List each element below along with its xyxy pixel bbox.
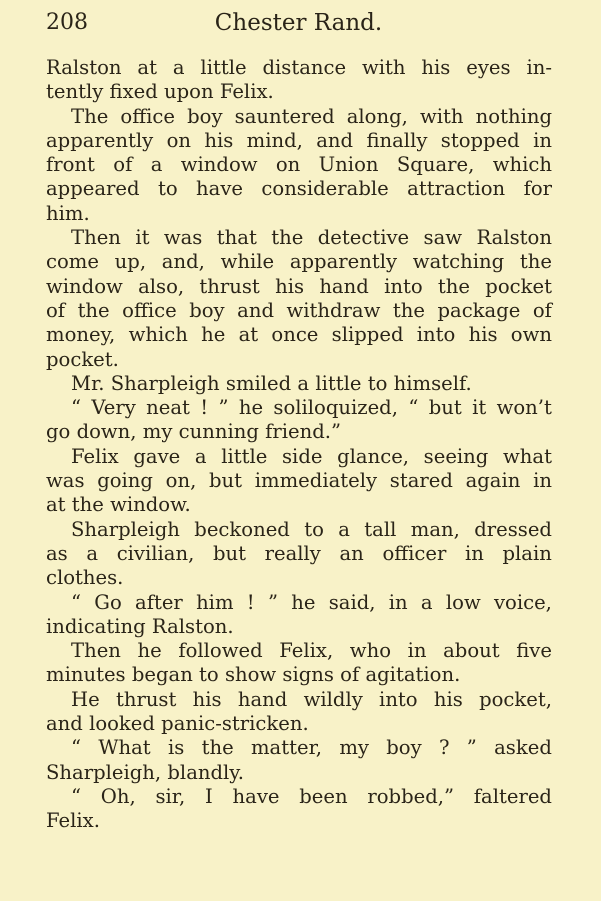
page-number: 208 [46, 10, 88, 35]
text-line: Sharpleigh beckoned to a tall man, dressed [71, 517, 552, 541]
text-line: of the office boy and withdraw the package of [46, 298, 552, 322]
text-line: Felix gave a little side glance, seeing what [71, 444, 552, 468]
text-line: was going on, but immediately stared again in [46, 469, 552, 493]
text-line: as a civilian, but really an officer in plain [46, 541, 552, 565]
page-header [46, 8, 551, 40]
text-line: He thrust his hand wildly into his pocket, [71, 687, 552, 711]
text-line: Ralston at a little distance with his eyes in- [46, 56, 552, 79]
text-line: apparently on his mind, and finally stopped in [46, 128, 552, 152]
text-line: Mr. Sharpleigh smiled a little to himself. [71, 371, 472, 395]
text-line: Then he followed Felix, who in about five [71, 639, 552, 663]
text-line: pocket. [46, 347, 119, 371]
text-line: at the window. [46, 493, 191, 517]
text-line: front of a window on Union Square, which [46, 153, 552, 177]
text-line: “ Go after him ! ” he said, in a low voice, [71, 590, 552, 614]
text-line: money, which he at once slipped into his own [46, 323, 552, 347]
text-line: “ Very neat ! ” he soliloquized, “ but it won’t [71, 396, 552, 420]
text-line: indicating Ralston. [46, 614, 234, 638]
text-line: and looked panic-stricken. [46, 712, 309, 736]
text-line: minutes began to show signs of agitation. [46, 663, 461, 687]
text-line: Then it was that the detective saw Ralston [71, 226, 552, 250]
text-line: “ Oh, sir, I have been robbed,” faltered [71, 784, 552, 808]
text-line: clothes. [46, 566, 124, 590]
text-line: appeared to have considerable attraction for [46, 177, 552, 201]
text-line: tently fixed upon Felix. [46, 80, 274, 104]
text-line: The office boy sauntered along, with nothing [71, 104, 552, 128]
text-line: window also, thrust his hand into the pocket [46, 274, 552, 298]
text-line: him. [46, 201, 90, 225]
text-line: Sharpleigh, blandly. [46, 760, 244, 784]
text-line: Felix. [46, 809, 100, 833]
running-title: Chester Rand. [214, 10, 383, 36]
body-text [46, 56, 552, 834]
text-line: come up, and, while apparently watching the [46, 250, 552, 274]
text-line: go down, my cunning friend.” [46, 420, 342, 444]
text-line: “ What is the matter, my boy ? ” asked [71, 736, 552, 760]
